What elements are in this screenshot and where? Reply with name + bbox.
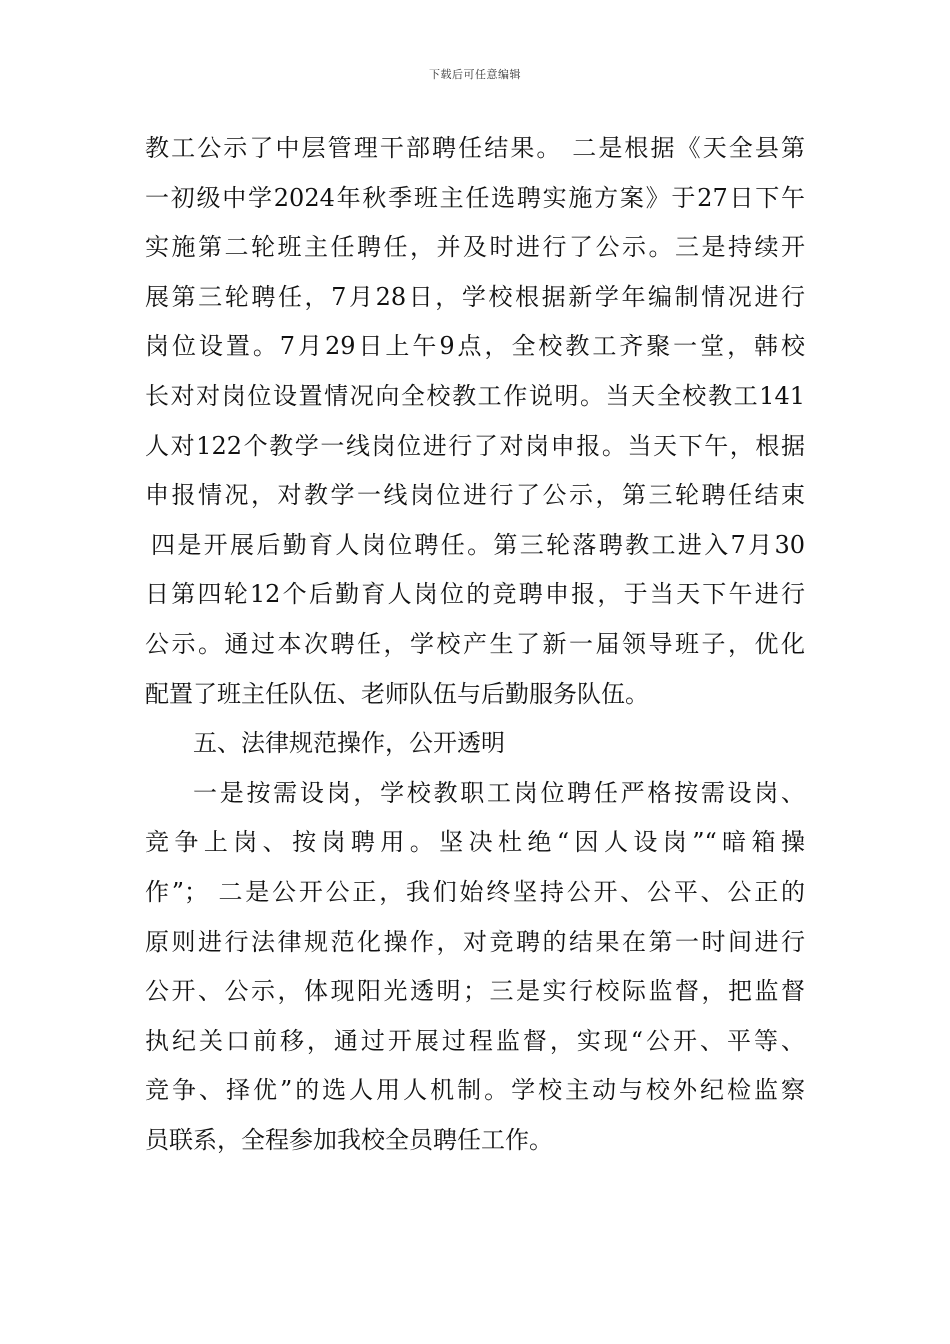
text-line: 公开、公示，体现阳光透明；三是实行校际监督，把监督 (145, 977, 805, 1006)
text-line: 原则进行法律规范化操作，对竞聘的结果在第一时间进行 (145, 927, 805, 956)
document-body (145, 124, 805, 1165)
text-line: 四是开展后勤育人岗位聘任。第三轮落聘教工进入7月30 (151, 530, 805, 559)
text-line: 配置了班主任队伍、老师队伍与后勤服务队伍。 (145, 679, 649, 708)
text-line: 岗位设置。7月29日上午9点，全校教工齐聚一堂，韩校 (145, 332, 805, 361)
text-line: 教工公示了中层管理干部聘任结果。 二是根据《天全县第 (145, 134, 805, 162)
text-line: 长对对岗位设置情况向全校教工作说明。当天全校教工141 (145, 381, 805, 410)
text-line: 实施第二轮班主任聘任，并及时进行了公示。三是持续开 (145, 233, 805, 262)
header-note: 下载后可任意编辑 (429, 68, 521, 81)
text-line: 竞争、择优”的选人用人机制。学校主动与校外纪检监察 (145, 1076, 805, 1105)
text-line: 作”； 二是公开公正，我们始终坚持公开、公平、公正的 (145, 877, 805, 906)
text-line: 一是按需设岗，学校教职工岗位聘任严格按需设岗、 (193, 778, 805, 807)
text-line: 一初级中学2024年秋季班主任选聘实施方案》于27日下午 (145, 183, 805, 212)
text-line: 员联系，全程参加我校全员聘任工作。 (145, 1125, 553, 1154)
text-line: 公示。通过本次聘任，学校产生了新一届领导班子，优化 (145, 629, 805, 658)
text-line: 人对122个教学一线岗位进行了对岗申报。当天下午，根据 (145, 431, 805, 460)
section-heading: 五、法律规范操作，公开透明 (193, 729, 505, 758)
text-line: 申报情况，对教学一线岗位进行了公示，第三轮聘任结束 (145, 481, 805, 510)
text-line: 日第四轮12个后勤育人岗位的竞聘申报，于当天下午进行 (145, 580, 805, 609)
text-line: 执纪关口前移，通过开展过程监督，实现“公开、平等、 (145, 1026, 805, 1055)
text-line: 展第三轮聘任，7月28日，学校根据新学年编制情况进行 (145, 282, 805, 311)
text-line: 竞争上岗、按岗聘用。坚决杜绝“因人设岗”“暗箱操 (145, 828, 805, 857)
